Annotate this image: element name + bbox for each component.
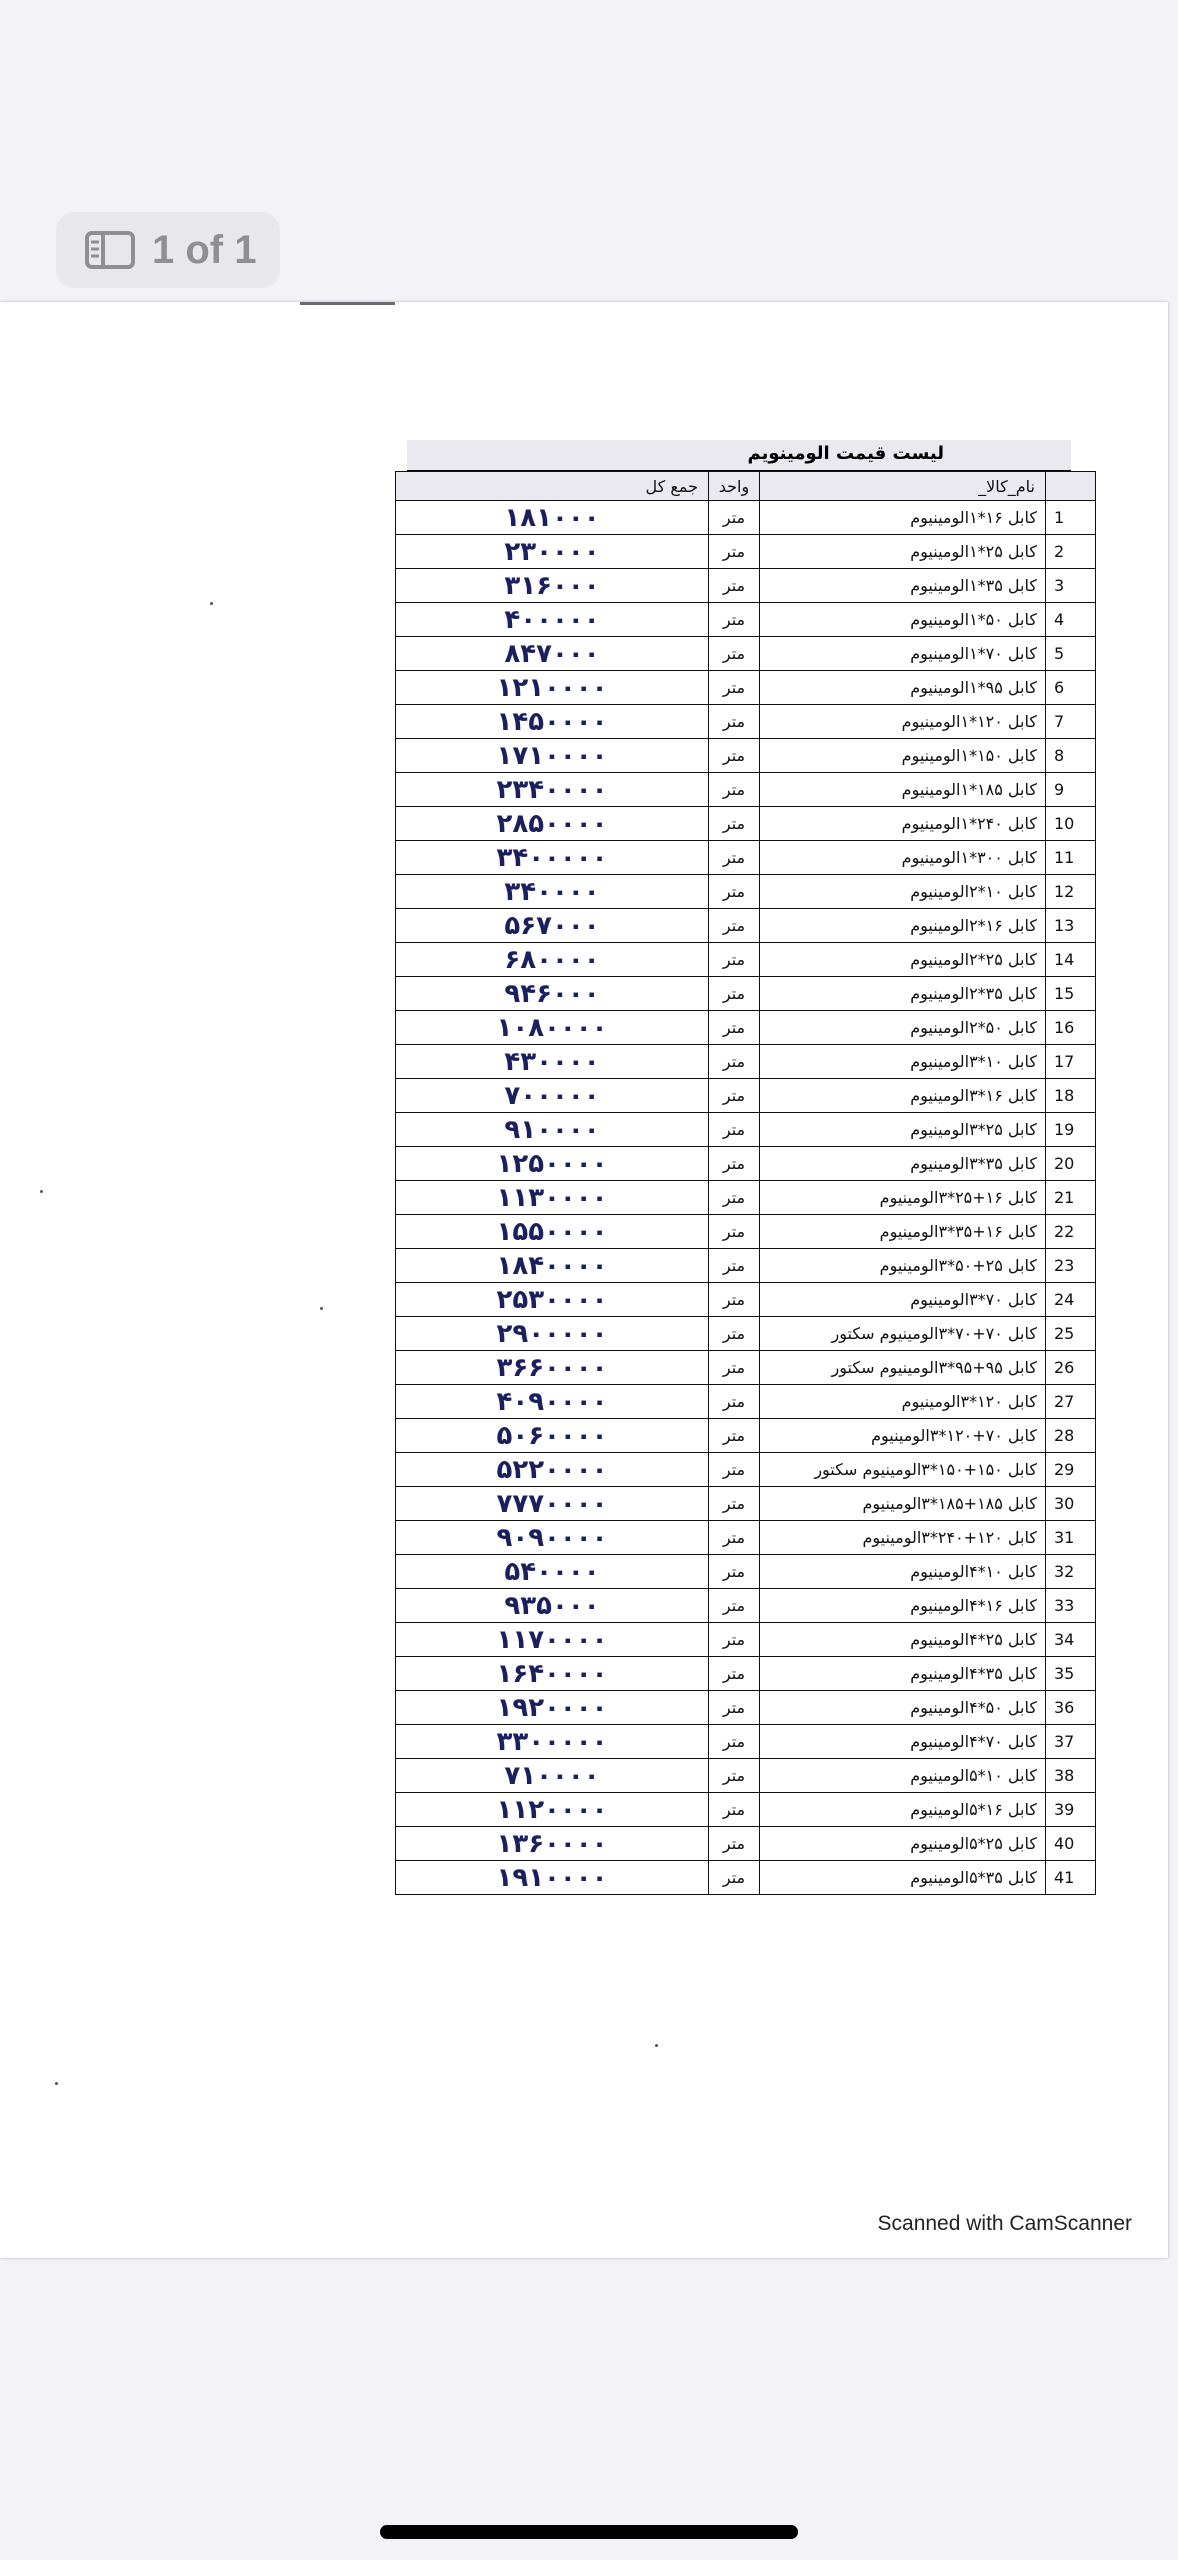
scan-artifact [300, 302, 395, 305]
row-name: کابل ۷۰*۱الومینیوم [760, 637, 1046, 671]
row-unit: متر [709, 909, 760, 943]
row-total: ۱۶۴۰۰۰۰ [396, 1657, 709, 1691]
row-total: ۱۱۲۰۰۰۰ [396, 1793, 709, 1827]
row-name: کابل ۱۵۰*۱الومینیوم [760, 739, 1046, 773]
row-name: کابل ۱۶*۵الومینیوم [760, 1793, 1046, 1827]
row-total: ۵۶۷۰۰۰ [396, 909, 709, 943]
row-total: ۴۳۰۰۰۰ [396, 1045, 709, 1079]
row-number: 10 [1046, 807, 1096, 841]
home-indicator[interactable] [380, 2525, 798, 2539]
row-unit: متر [709, 1147, 760, 1181]
table-body [396, 501, 1096, 1895]
row-number: 8 [1046, 739, 1096, 773]
scan-speck [655, 2044, 658, 2047]
row-unit: متر [709, 637, 760, 671]
scanned-document [0, 302, 1168, 2258]
table-title: لیست قیمت الومینویم [747, 443, 944, 464]
row-name: کابل ۳۵*۳الومینیوم [760, 1147, 1046, 1181]
row-name: کابل ۱۰*۳الومینیوم [760, 1045, 1046, 1079]
row-unit: متر [709, 1249, 760, 1283]
row-number: 29 [1046, 1453, 1096, 1487]
row-total: ۵۲۲۰۰۰۰ [396, 1453, 709, 1487]
row-total: ۱۲۱۰۰۰۰ [396, 671, 709, 705]
row-unit: متر [709, 1351, 760, 1385]
row-total: ۳۶۶۰۰۰۰ [396, 1351, 709, 1385]
header-total: جمع کل [396, 472, 709, 501]
row-name: کابل ۱۶*۳الومینیوم [760, 1079, 1046, 1113]
row-number: 41 [1046, 1861, 1096, 1895]
table-row [396, 875, 1096, 909]
row-number: 39 [1046, 1793, 1096, 1827]
row-name: کابل ۱۸۵+۱۸۵*۳الومینیوم [760, 1487, 1046, 1521]
price-list [395, 471, 1096, 1895]
row-unit: متر [709, 1385, 760, 1419]
row-total: ۱۹۱۰۰۰۰ [396, 1861, 709, 1895]
table-row [396, 1181, 1096, 1215]
row-unit: متر [709, 1283, 760, 1317]
row-number: 22 [1046, 1215, 1096, 1249]
row-total: ۱۰۸۰۰۰۰ [396, 1011, 709, 1045]
table-row [396, 1861, 1096, 1895]
row-name: کابل ۱۶*۴الومینیوم [760, 1589, 1046, 1623]
table-row [396, 1623, 1096, 1657]
table-row [396, 501, 1096, 535]
row-number: 15 [1046, 977, 1096, 1011]
row-number: 19 [1046, 1113, 1096, 1147]
row-unit: متر [709, 1453, 760, 1487]
row-number: 37 [1046, 1725, 1096, 1759]
page-indicator[interactable] [56, 212, 280, 288]
row-name: کابل ۳۵*۴الومینیوم [760, 1657, 1046, 1691]
row-unit: متر [709, 1011, 760, 1045]
table-row [396, 1045, 1096, 1079]
row-total: ۷۰۰۰۰۰ [396, 1079, 709, 1113]
row-unit: متر [709, 1759, 760, 1793]
row-total: ۷۱۰۰۰۰ [396, 1759, 709, 1793]
row-number: 25 [1046, 1317, 1096, 1351]
row-name: کابل ۹۵+۹۵*۳الومینیوم سکتور [760, 1351, 1046, 1385]
row-number: 2 [1046, 535, 1096, 569]
row-number: 36 [1046, 1691, 1096, 1725]
table-row [396, 1725, 1096, 1759]
row-total: ۱۱۷۰۰۰۰ [396, 1623, 709, 1657]
row-number: 27 [1046, 1385, 1096, 1419]
row-number: 21 [1046, 1181, 1096, 1215]
row-number: 26 [1046, 1351, 1096, 1385]
row-unit: متر [709, 705, 760, 739]
row-unit: متر [709, 501, 760, 535]
row-name: کابل ۱۲۰+۲۴۰*۳الومینیوم [760, 1521, 1046, 1555]
row-number: 23 [1046, 1249, 1096, 1283]
row-unit: متر [709, 1045, 760, 1079]
row-unit: متر [709, 739, 760, 773]
table-row [396, 909, 1096, 943]
row-number: 9 [1046, 773, 1096, 807]
row-number: 16 [1046, 1011, 1096, 1045]
row-unit: متر [709, 1215, 760, 1249]
row-name: کابل ۱۸۵*۱الومینیوم [760, 773, 1046, 807]
table-row [396, 1215, 1096, 1249]
table-row [396, 1011, 1096, 1045]
row-unit: متر [709, 943, 760, 977]
row-total: ۱۴۵۰۰۰۰ [396, 705, 709, 739]
row-name: کابل ۱۶+۲۵*۳الومینیوم [760, 1181, 1046, 1215]
table-row [396, 1113, 1096, 1147]
row-name: کابل ۹۵*۱الومینیوم [760, 671, 1046, 705]
table-row [396, 977, 1096, 1011]
row-unit: متر [709, 977, 760, 1011]
row-unit: متر [709, 1589, 760, 1623]
row-number: 4 [1046, 603, 1096, 637]
row-total: ۴۰۹۰۰۰۰ [396, 1385, 709, 1419]
row-unit: متر [709, 1317, 760, 1351]
row-number: 32 [1046, 1555, 1096, 1589]
row-unit: متر [709, 1657, 760, 1691]
row-total: ۲۳۴۰۰۰۰ [396, 773, 709, 807]
row-unit: متر [709, 603, 760, 637]
row-name: کابل ۷۰+۷۰*۳الومینیوم سکتور [760, 1317, 1046, 1351]
row-total: ۴۰۰۰۰۰ [396, 603, 709, 637]
row-name: کابل ۵۰*۱الومینیوم [760, 603, 1046, 637]
table-row [396, 1691, 1096, 1725]
row-unit: متر [709, 1827, 760, 1861]
row-unit: متر [709, 535, 760, 569]
table-row [396, 1419, 1096, 1453]
row-number: 38 [1046, 1759, 1096, 1793]
table-row [396, 1555, 1096, 1589]
row-unit: متر [709, 1555, 760, 1589]
row-total: ۱۸۴۰۰۰۰ [396, 1249, 709, 1283]
row-total: ۳۴۰۰۰۰۰ [396, 841, 709, 875]
row-total: ۱۳۶۰۰۰۰ [396, 1827, 709, 1861]
table-row [396, 1487, 1096, 1521]
table-row [396, 1453, 1096, 1487]
row-name: کابل ۲۵*۱الومینیوم [760, 535, 1046, 569]
table-title-row [407, 440, 1071, 471]
table-row [396, 637, 1096, 671]
scan-speck [55, 2082, 58, 2085]
row-number: 5 [1046, 637, 1096, 671]
row-unit: متر [709, 773, 760, 807]
row-total: ۵۴۰۰۰۰ [396, 1555, 709, 1589]
row-unit: متر [709, 1079, 760, 1113]
row-number: 11 [1046, 841, 1096, 875]
row-number: 18 [1046, 1079, 1096, 1113]
row-number: 6 [1046, 671, 1096, 705]
table-row [396, 739, 1096, 773]
table-row [396, 1317, 1096, 1351]
row-total: ۳۱۶۰۰۰ [396, 569, 709, 603]
row-number: 24 [1046, 1283, 1096, 1317]
table-row [396, 807, 1096, 841]
row-total: ۱۱۳۰۰۰۰ [396, 1181, 709, 1215]
row-total: ۱۲۵۰۰۰۰ [396, 1147, 709, 1181]
row-name: کابل ۲۵*۲الومینیوم [760, 943, 1046, 977]
row-number: 7 [1046, 705, 1096, 739]
row-unit: متر [709, 1861, 760, 1895]
row-name: کابل ۱۶+۳۵*۳الومینیوم [760, 1215, 1046, 1249]
row-name: کابل ۵۰*۲الومینیوم [760, 1011, 1046, 1045]
row-unit: متر [709, 1419, 760, 1453]
row-name: کابل ۱۶*۱الومینیوم [760, 501, 1046, 535]
row-unit: متر [709, 875, 760, 909]
row-name: کابل ۷۰*۳الومینیوم [760, 1283, 1046, 1317]
row-unit: متر [709, 1521, 760, 1555]
row-number: 40 [1046, 1827, 1096, 1861]
row-name: کابل ۱۲۰*۱الومینیوم [760, 705, 1046, 739]
row-unit: متر [709, 841, 760, 875]
row-name: کابل ۳۵*۵الومینیوم [760, 1861, 1046, 1895]
row-name: کابل ۲۵*۴الومینیوم [760, 1623, 1046, 1657]
row-name: کابل ۳۵*۲الومینیوم [760, 977, 1046, 1011]
table-row [396, 1079, 1096, 1113]
table-row [396, 535, 1096, 569]
table-row [396, 1793, 1096, 1827]
row-total: ۶۸۰۰۰۰ [396, 943, 709, 977]
header-name: نام_کالا_ [760, 472, 1046, 501]
row-number: 3 [1046, 569, 1096, 603]
row-name: کابل ۲۵+۵۰*۳الومینیوم [760, 1249, 1046, 1283]
row-total: ۱۵۵۰۰۰۰ [396, 1215, 709, 1249]
header-unit: واحد [709, 472, 760, 501]
row-total: ۲۳۰۰۰۰ [396, 535, 709, 569]
row-unit: متر [709, 1725, 760, 1759]
row-total: ۱۹۲۰۰۰۰ [396, 1691, 709, 1725]
row-number: 34 [1046, 1623, 1096, 1657]
row-unit: متر [709, 1113, 760, 1147]
row-total: ۲۸۵۰۰۰۰ [396, 807, 709, 841]
table-row [396, 1657, 1096, 1691]
row-total: ۹۳۵۰۰۰ [396, 1589, 709, 1623]
scan-speck [320, 1307, 323, 1310]
row-total: ۵۰۶۰۰۰۰ [396, 1419, 709, 1453]
table-row [396, 1283, 1096, 1317]
scan-speck [210, 602, 213, 605]
row-name: کابل ۲۴۰*۱الومینیوم [760, 807, 1046, 841]
row-number: 1 [1046, 501, 1096, 535]
row-name: کابل ۱۰*۴الومینیوم [760, 1555, 1046, 1589]
table-row [396, 1351, 1096, 1385]
row-total: ۹۱۰۰۰۰ [396, 1113, 709, 1147]
row-name: کابل ۷۰*۴الومینیوم [760, 1725, 1046, 1759]
table-row [396, 671, 1096, 705]
row-name: کابل ۱۵۰+۱۵۰*۳الومینیوم سکتور [760, 1453, 1046, 1487]
table-row [396, 841, 1096, 875]
scan-speck [40, 1190, 43, 1193]
row-name: کابل ۱۶*۲الومینیوم [760, 909, 1046, 943]
row-total: ۱۷۱۰۰۰۰ [396, 739, 709, 773]
row-name: کابل ۳۰۰*۱الومینیوم [760, 841, 1046, 875]
row-total: ۸۴۷۰۰۰ [396, 637, 709, 671]
table-row [396, 1249, 1096, 1283]
row-number: 35 [1046, 1657, 1096, 1691]
table-row [396, 1385, 1096, 1419]
header-num [1046, 472, 1096, 501]
table-row [396, 1147, 1096, 1181]
row-total: ۱۸۱۰۰۰ [396, 501, 709, 535]
table-row [396, 943, 1096, 977]
row-unit: متر [709, 1487, 760, 1521]
row-number: 14 [1046, 943, 1096, 977]
row-total: ۲۹۰۰۰۰۰ [396, 1317, 709, 1351]
table-row [396, 705, 1096, 739]
row-total: ۹۰۹۰۰۰۰ [396, 1521, 709, 1555]
row-total: ۲۵۳۰۰۰۰ [396, 1283, 709, 1317]
row-unit: متر [709, 1793, 760, 1827]
row-total: ۳۳۰۰۰۰۰ [396, 1725, 709, 1759]
row-number: 13 [1046, 909, 1096, 943]
table-row [396, 569, 1096, 603]
row-total: ۳۴۰۰۰۰ [396, 875, 709, 909]
table-row [396, 1827, 1096, 1861]
row-name: کابل ۳۵*۱الومینیوم [760, 569, 1046, 603]
row-number: 20 [1046, 1147, 1096, 1181]
row-number: 30 [1046, 1487, 1096, 1521]
row-unit: متر [709, 569, 760, 603]
sidebar-icon [84, 230, 136, 270]
camscanner-footer: Scanned with CamScanner [877, 2212, 1132, 2235]
row-name: کابل ۲۵*۵الومینیوم [760, 1827, 1046, 1861]
row-total: ۷۷۷۰۰۰۰ [396, 1487, 709, 1521]
row-number: 31 [1046, 1521, 1096, 1555]
row-name: کابل ۵۰*۴الومینیوم [760, 1691, 1046, 1725]
table-row [396, 1521, 1096, 1555]
price-table [395, 440, 1083, 1895]
row-unit: متر [709, 807, 760, 841]
row-name: کابل ۱۰*۲الومینیوم [760, 875, 1046, 909]
table-row [396, 1759, 1096, 1793]
row-number: 28 [1046, 1419, 1096, 1453]
table-row [396, 603, 1096, 637]
row-number: 33 [1046, 1589, 1096, 1623]
table-row [396, 773, 1096, 807]
row-name: کابل ۲۵*۳الومینیوم [760, 1113, 1046, 1147]
row-name: کابل ۱۲۰*۳الومینیوم [760, 1385, 1046, 1419]
table-row [396, 1589, 1096, 1623]
table-header-row [396, 472, 1096, 501]
row-unit: متر [709, 1691, 760, 1725]
row-unit: متر [709, 671, 760, 705]
row-name: کابل ۱۰*۵الومینیوم [760, 1759, 1046, 1793]
row-total: ۹۴۶۰۰۰ [396, 977, 709, 1011]
row-unit: متر [709, 1623, 760, 1657]
row-number: 17 [1046, 1045, 1096, 1079]
row-unit: متر [709, 1181, 760, 1215]
row-name: کابل ۷۰+۱۲۰*۳الومینیوم [760, 1419, 1046, 1453]
page-indicator-label: 1 of 1 [152, 227, 257, 272]
row-number: 12 [1046, 875, 1096, 909]
